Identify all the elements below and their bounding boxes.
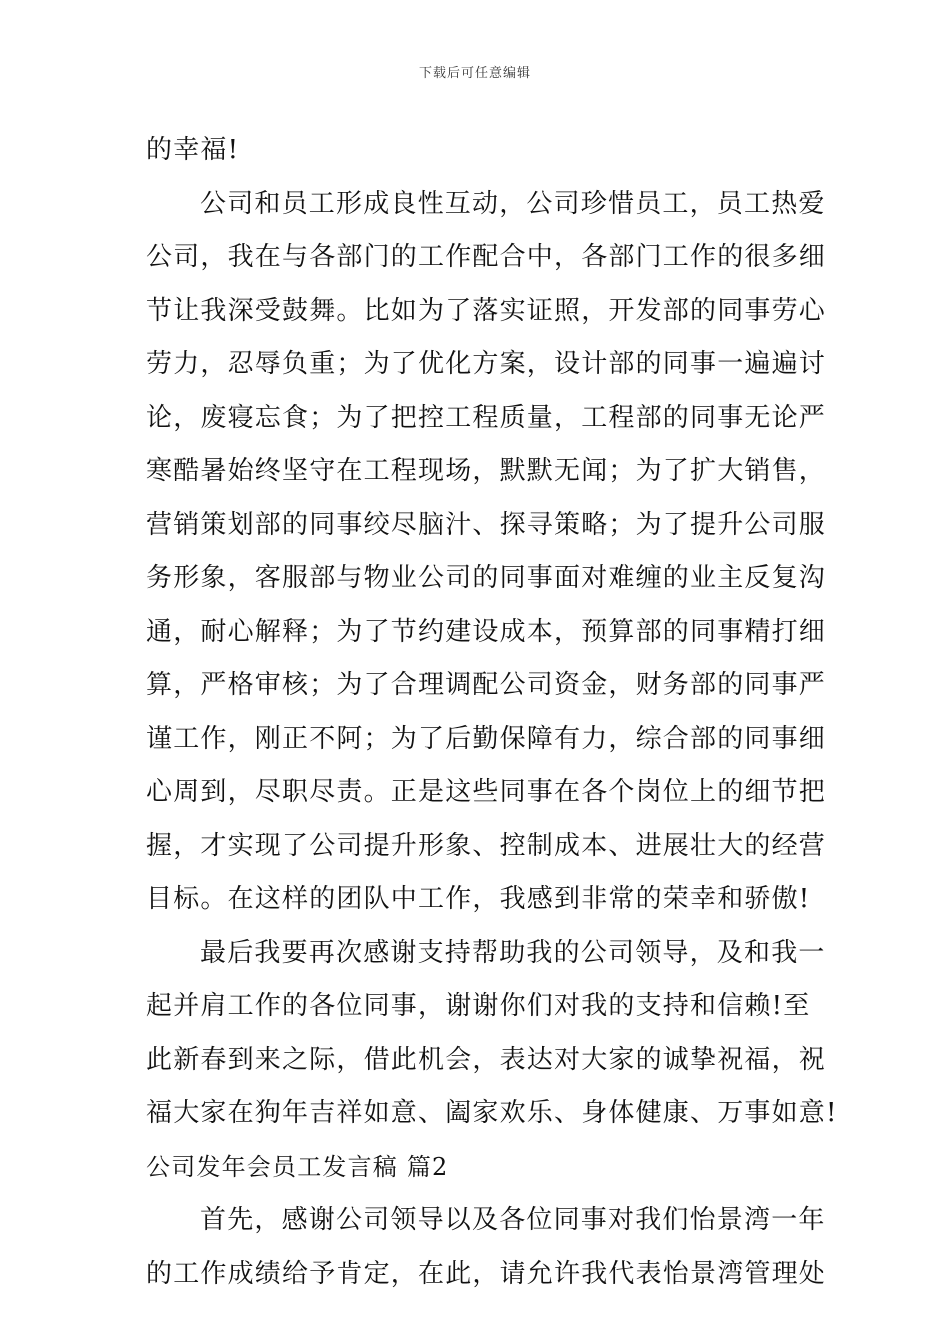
text-line: 目标。在这样的团队中工作，我感到非常的荣幸和骄傲! (146, 884, 811, 914)
text-line: 通，耐心解释；为了节约建设成本，预算部的同事精打细 (146, 616, 827, 647)
text-line: 的幸福! (146, 135, 240, 165)
text-line: 公司，我在与各部门的工作配合中，各部门工作的很多细 (146, 242, 827, 272)
text-line: 的工作成绩给予肯定，在此，请允许我代表怡景湾管理处 (146, 1258, 827, 1289)
text-line: 握，才实现了公司提升形象、控制成本、进展壮大的经营 (146, 830, 827, 861)
text-line: 寒酷暑始终坚守在工程现场，默默无闻；为了扩大销售， (146, 456, 827, 486)
paragraph-start-line: 最后我要再次感谢支持帮助我的公司领导，及和我一 (200, 937, 826, 968)
text-line: 算，严格审核；为了合理调配公司资金，财务部的同事严 (146, 670, 827, 700)
section-heading: 公司发年会员工发言稿 篇2 (146, 1152, 449, 1181)
text-line: 论，废寝忘食；为了把控工程质量，工程部的同事无论严 (146, 402, 827, 433)
header-note: 下载后可任意编辑 (418, 66, 531, 81)
text-line: 营销策划部的同事绞尽脑汁、探寻策略；为了提升公司服 (146, 509, 827, 540)
text-line: 心周到，尽职尽责。正是这些同事在各个岗位上的细节把 (146, 777, 827, 807)
body-text (146, 124, 838, 1301)
text-line: 谨工作，刚正不阿；为了后勤保障有力，综合部的同事细 (146, 723, 827, 754)
text-line: 劳力，忍辱负重；为了优化方案，设计部的同事一遍遍讨 (146, 349, 827, 379)
paragraph-start-line: 公司和员工形成良性互动，公司珍惜员工，员工热爱 (200, 188, 826, 219)
text-line: 节让我深受鼓舞。比如为了落实证照，开发部的同事劳心 (146, 295, 827, 326)
text-line: 务形象，客服部与物业公司的同事面对难缠的业主反复沟 (146, 563, 827, 593)
text-line: 福大家在狗年吉祥如意、阖家欢乐、身体健康、万事如意! (146, 1098, 838, 1128)
text-line: 此新春到来之际，借此机会，表达对大家的诚挚祝福，祝 (146, 1044, 827, 1075)
paragraph-start-line: 首先，感谢公司领导以及各位同事对我们怡景湾一年 (200, 1205, 826, 1235)
text-line: 起并肩工作的各位同事，谢谢你们对我的支持和信赖!至 (146, 991, 811, 1021)
